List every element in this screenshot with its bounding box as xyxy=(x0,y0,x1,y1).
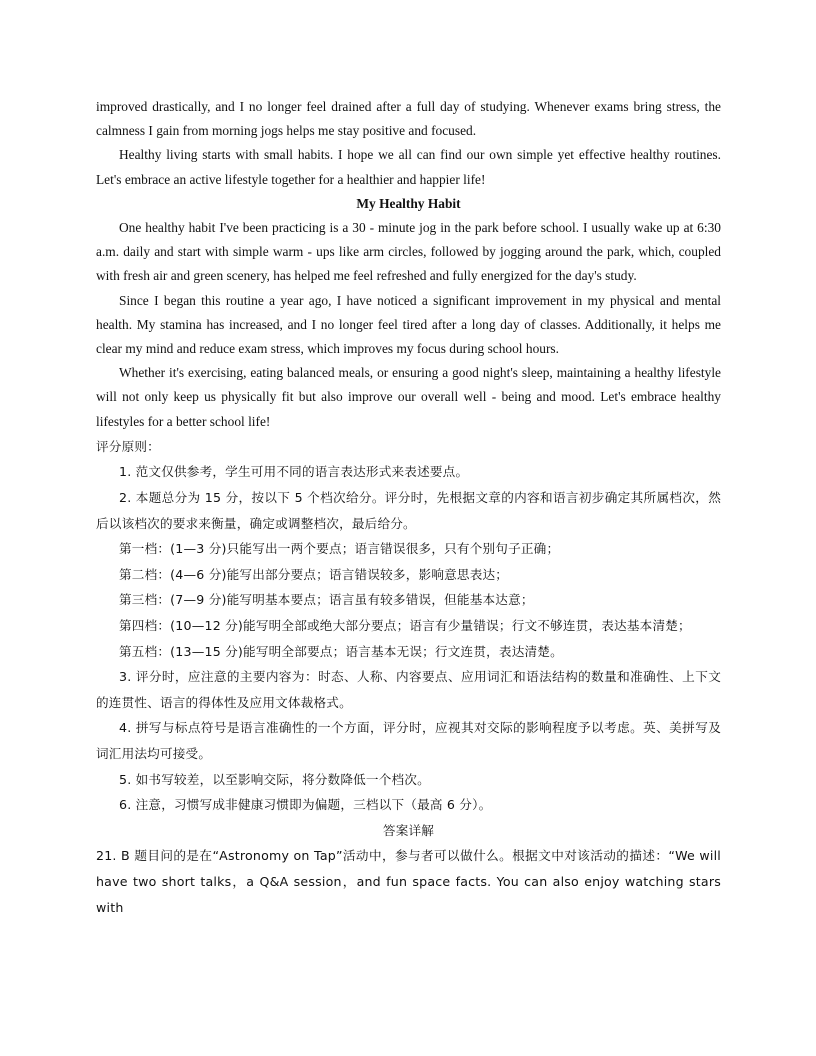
rubric-item-6: 6. 注意，习惯写成非健康习惯即为偏题，三档以下（最高 6 分）。 xyxy=(119,797,492,813)
continued-paragraph: improved drastically, and I no longer feel drained after a full day of studying. Whenever exams bring stress, the calmness I gain from morning jogs helps me stay positive and focused. xyxy=(96,99,721,139)
rubric-tier-1: 第一档：(1—3 分)只能写出一两个要点；语言错误很多，只有个别句子正确； xyxy=(119,541,560,557)
essay-paragraph-1: One healthy habit I've been practicing is a 30 - minute jog in the park before school. I usually wake up at 6:30 a.m. daily and start with simple warm - ups like arm circles, followed by jogging around the park, which, coupled with fresh air and green scenery, has helped me feel refreshed and fully energized for the day's study. xyxy=(96,220,721,284)
essay-paragraph-3: Whether it's exercising, eating balanced meals, or ensuring a good night's sleep, maintaining a healthy lifestyle will not only keep us physically fit but also improve our overall well - being and mood. Let's embrace healthy lifestyles for a better school life! xyxy=(96,365,721,429)
rubric-item-2: 2. 本题总分为 15 分，按以下 5 个档次给分。评分时，先根据文章的内容和语言初步确定其所属档次，然后以该档次的要求来衡量，确定或调整档次，最后给分。 xyxy=(96,490,721,531)
rubric-tier-4: 第四档：(10—12 分)能写明全部或绝大部分要点；语言有少量错误；行文不够连贯，表达基本清楚； xyxy=(119,618,691,633)
rubric-heading: 评分原则： xyxy=(96,438,160,454)
closing-paragraph: Healthy living starts with small habits. I hope we all can find our own simple yet effective healthy routines. Let's embrace an active lifestyle together for a healthier and happier life! xyxy=(96,147,721,187)
rubric-item-5: 5. 如书写较差，以至影响交际，将分数降低一个档次。 xyxy=(119,771,430,787)
rubric-item-1: 1. 范文仅供参考，学生可用不同的语言表达形式来表述要点。 xyxy=(119,464,469,480)
essay-title: My Healthy Habit xyxy=(356,195,461,211)
rubric-tier-5: 第五档：(13—15 分)能写明全部要点；语言基本无误；行文连贯，表达清楚。 xyxy=(119,643,563,659)
document-page xyxy=(96,95,721,920)
rubric-tier-3: 第三档：(7—9 分)能写明基本要点；语言虽有较多错误，但能基本达意； xyxy=(119,592,534,608)
answers-heading: 答案详解 xyxy=(382,822,435,838)
rubric-item-4: 4. 拼写与标点符号是语言准确性的一个方面，评分时，应视其对交际的影响程度予以考虑。英、美拼写及词汇用法均可接受。 xyxy=(96,720,721,761)
rubric-item-3: 3. 评分时，应注意的主要内容为：时态、人称、内容要点、应用词汇和语法结构的数量和准确性、上下文的连贯性、语言的得体性及应用文体裁格式。 xyxy=(96,669,721,710)
essay-paragraph-2: Since I began this routine a year ago, I have noticed a significant improvement in my physical and mental health. My stamina has increased, and I no longer feel tired after a long day of classes. Additionally, it helps me clear my mind and reduce exam stress, which improves my focus during school hours. xyxy=(96,292,721,357)
rubric-tier-2: 第二档：(4—6 分)能写出部分要点；语言错误较多，影响意思表达； xyxy=(119,566,509,582)
answer-21: 21. B 题目问的是在“Astronomy on Tap”活动中，参与者可以做什么。根据文中对该活动的描述：“We will have two short talks，a Q&A session，and fun space facts. You can also enjoy watching stars with xyxy=(96,848,721,915)
